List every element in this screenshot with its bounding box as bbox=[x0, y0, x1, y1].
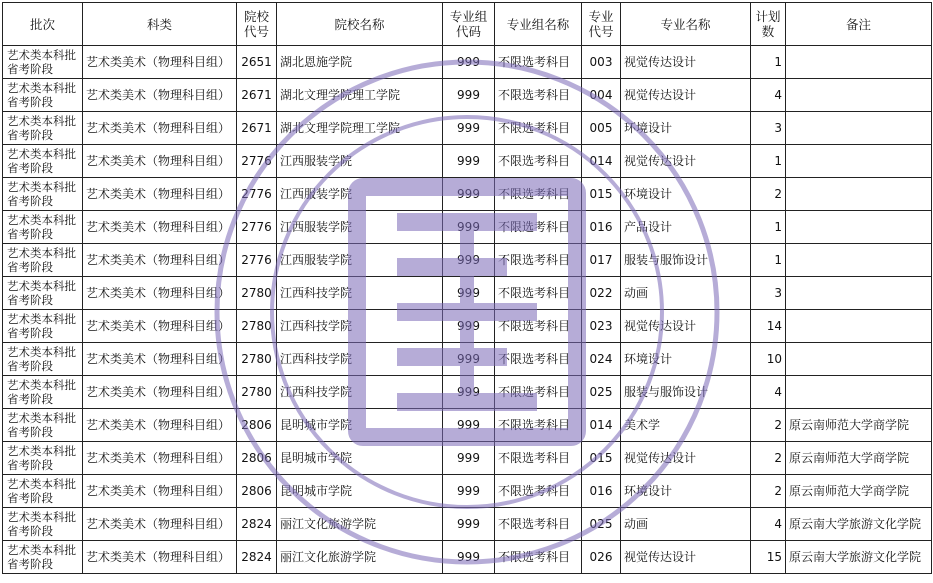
row-major-code: 017 bbox=[582, 244, 621, 277]
row-major-code: 014 bbox=[582, 409, 621, 442]
row-batch: 艺术类本科批省考阶段 bbox=[3, 178, 83, 211]
table-row bbox=[3, 211, 932, 244]
table-row bbox=[3, 112, 932, 145]
table-body bbox=[3, 46, 932, 574]
row-major-name: 视觉传达设计 bbox=[621, 79, 751, 112]
row-major-code: 022 bbox=[582, 277, 621, 310]
row-group-code: 999 bbox=[443, 244, 495, 277]
row-school-code: 2780 bbox=[237, 343, 277, 376]
row-note bbox=[786, 277, 932, 310]
row-plan: 2 bbox=[751, 409, 786, 442]
row-group-name: 不限选考科目 bbox=[495, 145, 582, 178]
row-group-code: 999 bbox=[443, 79, 495, 112]
row-category: 艺术类美术（物理科目组） bbox=[83, 244, 237, 277]
row-note bbox=[786, 211, 932, 244]
row-note: 原云南师范大学商学院 bbox=[786, 409, 932, 442]
row-note: 原云南师范大学商学院 bbox=[786, 442, 932, 475]
row-group-code: 999 bbox=[443, 541, 495, 574]
row-major-code: 026 bbox=[582, 541, 621, 574]
row-group-name: 不限选考科目 bbox=[495, 178, 582, 211]
row-major-name: 美术学 bbox=[621, 409, 751, 442]
row-group-code: 999 bbox=[443, 376, 495, 409]
row-note bbox=[786, 46, 932, 79]
row-major-code: 004 bbox=[582, 79, 621, 112]
row-batch: 艺术类本科批省考阶段 bbox=[3, 508, 83, 541]
row-group-code: 999 bbox=[443, 343, 495, 376]
row-category: 艺术类美术（物理科目组） bbox=[83, 211, 237, 244]
row-school-name: 江西服装学院 bbox=[277, 145, 443, 178]
row-school-code: 2806 bbox=[237, 442, 277, 475]
row-school-name: 江西科技学院 bbox=[277, 376, 443, 409]
header-batch: 批次 bbox=[3, 3, 83, 46]
table-row bbox=[3, 178, 932, 211]
row-note: 原云南师范大学商学院 bbox=[786, 475, 932, 508]
row-note bbox=[786, 310, 932, 343]
table-row bbox=[3, 310, 932, 343]
row-major-code: 016 bbox=[582, 475, 621, 508]
row-batch: 艺术类本科批省考阶段 bbox=[3, 343, 83, 376]
row-major-code: 015 bbox=[582, 442, 621, 475]
row-school-code: 2671 bbox=[237, 79, 277, 112]
row-school-name: 江西服装学院 bbox=[277, 211, 443, 244]
row-school-code: 2780 bbox=[237, 310, 277, 343]
header-group-name: 专业组名称 bbox=[495, 3, 582, 46]
row-group-name: 不限选考科目 bbox=[495, 310, 582, 343]
row-major-name: 环境设计 bbox=[621, 475, 751, 508]
row-note: 原云南大学旅游文化学院 bbox=[786, 541, 932, 574]
row-group-code: 999 bbox=[443, 508, 495, 541]
row-major-code: 025 bbox=[582, 508, 621, 541]
row-plan: 2 bbox=[751, 178, 786, 211]
table-row bbox=[3, 145, 932, 178]
row-group-code: 999 bbox=[443, 442, 495, 475]
row-category: 艺术类美术（物理科目组） bbox=[83, 442, 237, 475]
row-category: 艺术类美术（物理科目组） bbox=[83, 145, 237, 178]
row-group-code: 999 bbox=[443, 145, 495, 178]
row-group-name: 不限选考科目 bbox=[495, 277, 582, 310]
row-school-code: 2806 bbox=[237, 409, 277, 442]
row-school-name: 丽江文化旅游学院 bbox=[277, 541, 443, 574]
row-category: 艺术类美术（物理科目组） bbox=[83, 277, 237, 310]
row-major-name: 环境设计 bbox=[621, 178, 751, 211]
row-major-name: 视觉传达设计 bbox=[621, 46, 751, 79]
table-row bbox=[3, 376, 932, 409]
header-plan: 计划数 bbox=[751, 3, 786, 46]
row-category: 艺术类美术（物理科目组） bbox=[83, 541, 237, 574]
row-school-code: 2671 bbox=[237, 112, 277, 145]
row-batch: 艺术类本科批省考阶段 bbox=[3, 541, 83, 574]
row-batch: 艺术类本科批省考阶段 bbox=[3, 46, 83, 79]
table-row bbox=[3, 244, 932, 277]
row-plan: 14 bbox=[751, 310, 786, 343]
row-category: 艺术类美术（物理科目组） bbox=[83, 79, 237, 112]
row-plan: 3 bbox=[751, 112, 786, 145]
row-batch: 艺术类本科批省考阶段 bbox=[3, 310, 83, 343]
table-row bbox=[3, 343, 932, 376]
row-batch: 艺术类本科批省考阶段 bbox=[3, 244, 83, 277]
document-sheet bbox=[2, 2, 931, 581]
header-note: 备注 bbox=[786, 3, 932, 46]
row-group-code: 999 bbox=[443, 211, 495, 244]
row-batch: 艺术类本科批省考阶段 bbox=[3, 442, 83, 475]
row-plan: 4 bbox=[751, 508, 786, 541]
row-major-code: 014 bbox=[582, 145, 621, 178]
row-plan: 2 bbox=[751, 442, 786, 475]
table-row bbox=[3, 409, 932, 442]
row-note bbox=[786, 244, 932, 277]
row-category: 艺术类美术（物理科目组） bbox=[83, 178, 237, 211]
row-note bbox=[786, 145, 932, 178]
row-school-code: 2780 bbox=[237, 376, 277, 409]
row-group-code: 999 bbox=[443, 277, 495, 310]
row-major-code: 024 bbox=[582, 343, 621, 376]
row-group-name: 不限选考科目 bbox=[495, 211, 582, 244]
row-plan: 4 bbox=[751, 376, 786, 409]
header-category: 科类 bbox=[83, 3, 237, 46]
row-school-name: 昆明城市学院 bbox=[277, 475, 443, 508]
row-note: 原云南大学旅游文化学院 bbox=[786, 508, 932, 541]
row-school-code: 2776 bbox=[237, 244, 277, 277]
row-school-code: 2776 bbox=[237, 178, 277, 211]
row-group-name: 不限选考科目 bbox=[495, 46, 582, 79]
row-batch: 艺术类本科批省考阶段 bbox=[3, 376, 83, 409]
header-major-name: 专业名称 bbox=[621, 3, 751, 46]
row-major-name: 环境设计 bbox=[621, 112, 751, 145]
row-major-name: 产品设计 bbox=[621, 211, 751, 244]
header-school-code: 院校代号 bbox=[237, 3, 277, 46]
row-note bbox=[786, 178, 932, 211]
row-group-code: 999 bbox=[443, 112, 495, 145]
row-school-code: 2780 bbox=[237, 277, 277, 310]
row-school-name: 江西服装学院 bbox=[277, 244, 443, 277]
row-school-name: 江西科技学院 bbox=[277, 277, 443, 310]
row-school-name: 昆明城市学院 bbox=[277, 409, 443, 442]
row-group-name: 不限选考科目 bbox=[495, 376, 582, 409]
row-major-code: 016 bbox=[582, 211, 621, 244]
row-school-name: 昆明城市学院 bbox=[277, 442, 443, 475]
row-group-name: 不限选考科目 bbox=[495, 442, 582, 475]
row-major-code: 023 bbox=[582, 310, 621, 343]
row-school-name: 江西科技学院 bbox=[277, 343, 443, 376]
row-school-name: 江西服装学院 bbox=[277, 178, 443, 211]
row-group-code: 999 bbox=[443, 475, 495, 508]
row-batch: 艺术类本科批省考阶段 bbox=[3, 475, 83, 508]
row-group-name: 不限选考科目 bbox=[495, 541, 582, 574]
table-row bbox=[3, 277, 932, 310]
row-school-name: 江西科技学院 bbox=[277, 310, 443, 343]
row-school-code: 2776 bbox=[237, 145, 277, 178]
row-category: 艺术类美术（物理科目组） bbox=[83, 376, 237, 409]
row-plan: 4 bbox=[751, 79, 786, 112]
row-school-code: 2824 bbox=[237, 541, 277, 574]
header-school-name: 院校名称 bbox=[277, 3, 443, 46]
row-school-name: 丽江文化旅游学院 bbox=[277, 508, 443, 541]
table-row bbox=[3, 442, 932, 475]
row-group-name: 不限选考科目 bbox=[495, 343, 582, 376]
row-major-code: 015 bbox=[582, 178, 621, 211]
row-category: 艺术类美术（物理科目组） bbox=[83, 46, 237, 79]
row-group-name: 不限选考科目 bbox=[495, 409, 582, 442]
row-note bbox=[786, 79, 932, 112]
row-note bbox=[786, 112, 932, 145]
row-plan: 1 bbox=[751, 244, 786, 277]
row-plan: 1 bbox=[751, 46, 786, 79]
table-row bbox=[3, 508, 932, 541]
row-group-code: 999 bbox=[443, 409, 495, 442]
row-plan: 1 bbox=[751, 211, 786, 244]
row-group-name: 不限选考科目 bbox=[495, 79, 582, 112]
row-major-name: 视觉传达设计 bbox=[621, 541, 751, 574]
row-major-code: 003 bbox=[582, 46, 621, 79]
row-category: 艺术类美术（物理科目组） bbox=[83, 409, 237, 442]
row-major-name: 动画 bbox=[621, 508, 751, 541]
row-batch: 艺术类本科批省考阶段 bbox=[3, 145, 83, 178]
row-major-name: 视觉传达设计 bbox=[621, 442, 751, 475]
row-category: 艺术类美术（物理科目组） bbox=[83, 112, 237, 145]
row-group-name: 不限选考科目 bbox=[495, 508, 582, 541]
table-row bbox=[3, 541, 932, 574]
row-school-code: 2651 bbox=[237, 46, 277, 79]
row-school-name: 湖北文理学院理工学院 bbox=[277, 112, 443, 145]
row-batch: 艺术类本科批省考阶段 bbox=[3, 277, 83, 310]
row-group-code: 999 bbox=[443, 178, 495, 211]
row-group-name: 不限选考科目 bbox=[495, 475, 582, 508]
row-plan: 3 bbox=[751, 277, 786, 310]
row-category: 艺术类美术（物理科目组） bbox=[83, 508, 237, 541]
row-major-name: 环境设计 bbox=[621, 343, 751, 376]
row-school-name: 湖北文理学院理工学院 bbox=[277, 79, 443, 112]
table-row bbox=[3, 475, 932, 508]
row-note bbox=[786, 376, 932, 409]
row-group-name: 不限选考科目 bbox=[495, 244, 582, 277]
table-header-row bbox=[3, 3, 932, 46]
row-school-code: 2806 bbox=[237, 475, 277, 508]
row-batch: 艺术类本科批省考阶段 bbox=[3, 211, 83, 244]
row-major-code: 005 bbox=[582, 112, 621, 145]
row-plan: 2 bbox=[751, 475, 786, 508]
row-group-code: 999 bbox=[443, 46, 495, 79]
row-school-code: 2824 bbox=[237, 508, 277, 541]
row-major-code: 025 bbox=[582, 376, 621, 409]
table-row bbox=[3, 79, 932, 112]
row-major-name: 动画 bbox=[621, 277, 751, 310]
table-row bbox=[3, 46, 932, 79]
row-plan: 1 bbox=[751, 145, 786, 178]
row-plan: 15 bbox=[751, 541, 786, 574]
admission-plan-table bbox=[2, 2, 932, 574]
row-category: 艺术类美术（物理科目组） bbox=[83, 475, 237, 508]
header-major-code: 专业代号 bbox=[582, 3, 621, 46]
row-school-name: 湖北恩施学院 bbox=[277, 46, 443, 79]
row-group-name: 不限选考科目 bbox=[495, 112, 582, 145]
row-batch: 艺术类本科批省考阶段 bbox=[3, 112, 83, 145]
row-batch: 艺术类本科批省考阶段 bbox=[3, 409, 83, 442]
row-batch: 艺术类本科批省考阶段 bbox=[3, 79, 83, 112]
row-school-code: 2776 bbox=[237, 211, 277, 244]
header-group-code: 专业组代码 bbox=[443, 3, 495, 46]
row-major-name: 服装与服饰设计 bbox=[621, 376, 751, 409]
row-major-name: 视觉传达设计 bbox=[621, 310, 751, 343]
row-category: 艺术类美术（物理科目组） bbox=[83, 343, 237, 376]
row-group-code: 999 bbox=[443, 310, 495, 343]
row-note bbox=[786, 343, 932, 376]
row-major-name: 视觉传达设计 bbox=[621, 145, 751, 178]
row-category: 艺术类美术（物理科目组） bbox=[83, 310, 237, 343]
row-plan: 10 bbox=[751, 343, 786, 376]
row-major-name: 服装与服饰设计 bbox=[621, 244, 751, 277]
